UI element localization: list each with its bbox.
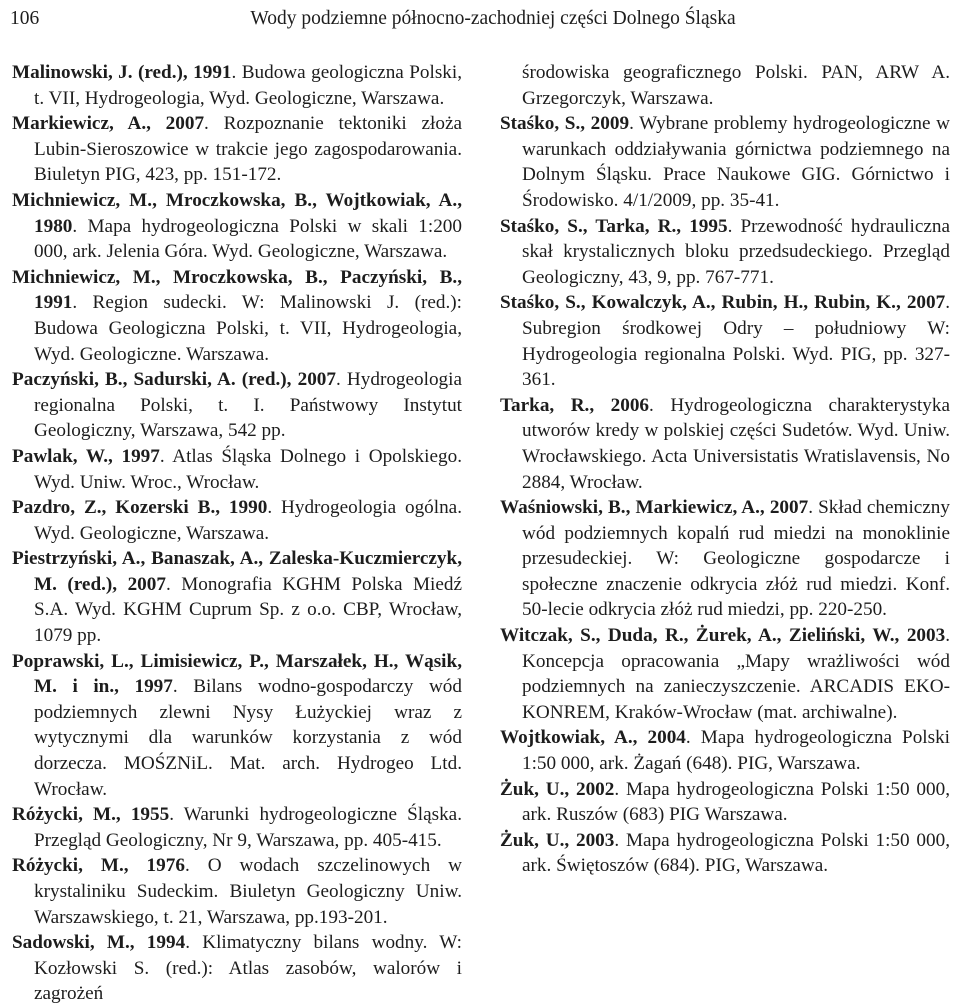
reference-entry bbox=[12, 649, 462, 803]
reference-entry bbox=[500, 623, 950, 725]
reference-authors: Markiewicz, A., 2007 bbox=[12, 113, 205, 135]
reference-text: . O wodach szczelinowych w krystaliniku Sudeckim. Biuletyn Geologiczny Uniw. Warszawskiego, t. 21, Warszawa, pp.193-201. bbox=[34, 855, 462, 928]
reference-authors: Michniewicz, M., Mroczkowska, B., Paczyński, B., 1991 bbox=[12, 266, 462, 314]
reference-entry bbox=[12, 546, 462, 648]
reference-authors: Różycki, M., 1976 bbox=[12, 855, 185, 877]
reference-text: . Koncepcja opracowania „Mapy wrażliwości wód podziemnych na zanieczyszczenie. ARCADIS EKOKONREM, Kraków-Wrocław (mat. archiwalne). bbox=[522, 625, 950, 723]
reference-authors: Staśko, S., Kowalczyk, A., Rubin, H., Rubin, K., 2007 bbox=[500, 292, 946, 314]
reference-text: . Hydrogeologiczna charakterystyka utworów kredy w polskiej części Sudetów. Wyd. Uniw. Wrocławskiego. Acta Universistatis Wratislavensis, No 2884, Wrocław. bbox=[522, 394, 950, 493]
reference-authors: Waśniowski, B., Markiewicz, A., 2007 bbox=[500, 497, 809, 519]
reference-authors: Staśko, S., Tarka, R., 1995 bbox=[500, 215, 728, 237]
reference-authors: Sadowski, M., 1994 bbox=[12, 932, 186, 954]
reference-entry bbox=[12, 60, 462, 111]
reference-entry bbox=[500, 214, 950, 291]
reference-text: . Hydrogeologia regionalna Polski, t. I. Państwowy Instytut Geologiczny, Warszawa, 542 pp. bbox=[34, 369, 463, 442]
reference-authors: Różycki, M., 1955 bbox=[12, 804, 170, 826]
reference-authors: Malinowski, J. (red.), 1991 bbox=[12, 62, 232, 83]
page-header bbox=[10, 6, 946, 32]
reference-authors: Pazdro, Z., Kozerski B., 1990 bbox=[12, 497, 268, 519]
reference-authors: Wojtkowiak, A., 2004 bbox=[500, 727, 686, 749]
reference-entry bbox=[500, 725, 950, 776]
reference-text: . Rozpoznanie tektoniki złoża Lubin-Sieroszowice w trakcie jego zagospodarowania. Biuletyn PIG, 423, pp. 151-172. bbox=[34, 113, 462, 186]
reference-entry bbox=[12, 111, 462, 188]
reference-entry bbox=[12, 802, 462, 853]
reference-authors: Michniewicz, M., Mroczkowska, B., Wojtkowiak, A., 1980 bbox=[12, 189, 462, 237]
reference-text: . Wybrane problemy hydrogeologiczne w warunkach oddziaływania górnictwa podziemnego na Dolnym Śląsku. Prace Naukowe GIG. Górnictwo i Środowisko. 4/1/2009, pp. 35-41. bbox=[522, 113, 950, 211]
reference-text: . Warunki hydrogeologiczne Śląska. Przegląd Geologiczny, Nr 9, Warszawa, pp. 405-415. bbox=[34, 804, 462, 851]
reference-text: środowiska geograficznego Polski. PAN, ARW A. Grzegorczyk, Warszawa. bbox=[522, 62, 950, 109]
reference-entry bbox=[12, 444, 462, 495]
reference-text: . Mapa hydrogeologiczna Polski 1:50 000, ark. Świętoszów (684). PIG, Warszawa. bbox=[522, 829, 951, 877]
running-title: Wody podziemne północno-zachodniej części Dolnego Śląska bbox=[250, 8, 736, 29]
reference-authors: Witczak, S., Duda, R., Żurek, A., Zieliński, W., 2003 bbox=[500, 625, 946, 647]
reference-text: . Monografia KGHM Polska Miedź S.A. Wyd. KGHM Cuprum Sp. z o.o. CBP, Wrocław, 1079 pp. bbox=[34, 573, 463, 647]
reference-authors: Tarka, R., 2006 bbox=[500, 394, 650, 416]
reference-entry bbox=[12, 188, 462, 265]
reference-text: . Bilans wodno-gospodarczy wód podziemnych zlewni Nysy Łużyckiej wraz z wytycznymi dla warunków korzystania z wód dorzecza. MOŚZNiL. Mat. arch. Hydrogeo Ltd. Wrocław. bbox=[34, 676, 462, 800]
reference-entry bbox=[500, 111, 950, 213]
reference-text: . Region sudecki. W: Malinowski J. (red.): Budowa Geologiczna Polski, t. VII, Hydrogeologia, Wyd. Geologiczne. Warszawa. bbox=[34, 292, 462, 365]
reference-text: . Mapa hydrogeologiczna Polski 1:50 000, ark. Ruszów (683) PIG Warszawa. bbox=[522, 778, 951, 826]
reference-entry bbox=[12, 930, 462, 1007]
reference-text: . Przewodność hydrauliczna skał krystalicznych bloku przedsudeckiego. Przegląd Geologiczny, 43, 9, pp. 767-771. bbox=[522, 215, 950, 288]
reference-entry bbox=[500, 777, 950, 828]
reference-authors: Piestrzyński, A., Banaszak, A., Zaleska-Kuczmierczyk, M. (red.), 2007 bbox=[12, 548, 462, 595]
reference-authors: Staśko, S., 2009 bbox=[500, 113, 630, 135]
reference-entry bbox=[500, 60, 950, 111]
page-number: 106 bbox=[10, 8, 40, 29]
reference-entry bbox=[500, 828, 950, 879]
reference-entry bbox=[12, 367, 462, 444]
reference-entry bbox=[12, 853, 462, 930]
reference-entry bbox=[500, 393, 950, 495]
reference-authors: Paczyński, B., Sadurski, A. (red.), 2007 bbox=[12, 369, 336, 391]
reference-text: . Atlas Śląska Dolnego i Opolskiego. Wyd. Uniw. Wroc., Wrocław. bbox=[34, 445, 462, 493]
reference-authors: Żuk, U., 2002 bbox=[500, 778, 615, 800]
reference-text: . Budowa geologiczna Polski, t. VII, Hydrogeologia, Wyd. Geologiczne, Warszawa. bbox=[34, 62, 463, 109]
reference-text: . Klimatyczny bilans wodny. W: Kozłowski S. (red.): Atlas zasobów, walorów i zagrożeń bbox=[34, 932, 462, 1005]
reference-authors: Pawlak, W., 1997 bbox=[12, 445, 160, 467]
reference-text: . Mapa hydrogeologiczna Polski w skali 1:200 000, ark. Jelenia Góra. Wyd. Geologiczne, Warszawa. bbox=[34, 215, 462, 263]
reference-entry bbox=[500, 290, 950, 392]
reference-entry bbox=[12, 265, 462, 367]
reference-authors: Poprawski, L., Limisiewicz, P., Marszałek, H., Wąsik, M. i in., 1997 bbox=[12, 650, 462, 698]
reference-text: . Subregion środkowej Odry – południowy W: Hydrogeologia regionalna Polski. Wyd. PIG, pp. 327-361. bbox=[522, 292, 950, 391]
reference-authors: Żuk, U., 2003 bbox=[500, 829, 615, 851]
reference-text: . Skład chemiczny wód podziemnych kopalń rud miedzi na monoklinie przesudeckiej. W: Geologiczne gospodarcze i społeczne znaczenie odkrycia złóż rud miedzi. Konf. 50-lecie odkrycia złóż rud miedzi, pp. 220-250. bbox=[522, 497, 950, 621]
reference-entry bbox=[500, 495, 950, 623]
reference-text: . Mapa hydrogeologiczna Polski 1:50 000, ark. Żagań (648). PIG, Warszawa. bbox=[522, 727, 951, 775]
references-right-column bbox=[500, 60, 950, 879]
reference-text: . Hydrogeologia ogólna. Wyd. Geologiczne, Warszawa. bbox=[34, 497, 462, 544]
reference-entry bbox=[12, 495, 462, 546]
references-left-column bbox=[12, 60, 462, 1007]
